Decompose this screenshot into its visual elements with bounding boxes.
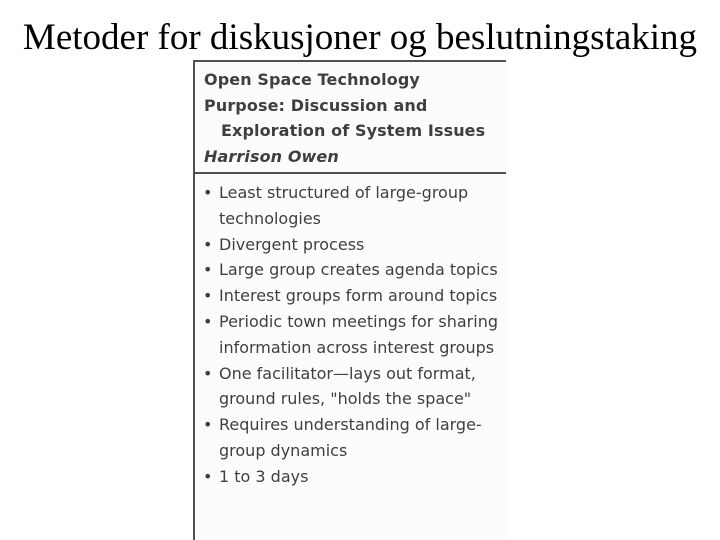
card-left-rule: [193, 60, 195, 540]
list-item: [203, 283, 503, 309]
bullet-icon: •: [203, 260, 213, 280]
list-item: [203, 464, 503, 490]
list-item-text: Interest groups form around topics: [219, 286, 498, 306]
bullet-icon: •: [203, 415, 213, 435]
method-characteristics-list: [203, 180, 503, 490]
list-item: [203, 361, 503, 413]
list-item: [203, 309, 503, 361]
bullet-icon: •: [203, 311, 213, 331]
method-author: Harrison Owen: [204, 146, 339, 166]
list-item-text: One facilitator—lays out format, ground rules, "holds the space": [219, 363, 476, 409]
bullet-icon: •: [203, 234, 213, 254]
list-item-text: Requires understanding of large-group dynamics: [219, 415, 482, 460]
list-item: [203, 257, 503, 283]
card-header: [204, 67, 504, 169]
list-item-text: Periodic town meetings for sharing information across interest groups: [219, 311, 498, 357]
slide-title: Metoder for diskusjoner og beslutningstaking: [22, 17, 698, 58]
list-item-text: Large group creates agenda topics: [219, 260, 498, 280]
bullet-icon: •: [203, 363, 213, 383]
list-item-text: Divergent process: [219, 234, 365, 254]
method-purpose: Purpose: Discussion and: [204, 95, 428, 115]
method-name: Open Space Technology: [204, 70, 420, 89]
list-item-text: 1 to 3 days: [219, 466, 309, 486]
card-top-rule: [193, 60, 506, 62]
bullet-icon: •: [203, 286, 213, 306]
scanned-method-card: [193, 60, 506, 540]
list-item: [203, 412, 503, 464]
card-divider: [193, 172, 506, 174]
bullet-icon: •: [203, 183, 213, 202]
list-item: [203, 180, 503, 232]
bullet-icon: •: [203, 466, 213, 486]
list-item-text: Least structured of large-group technologies: [219, 183, 469, 228]
method-purpose-continued: Exploration of System Issues: [221, 121, 486, 140]
list-item: [203, 232, 503, 258]
